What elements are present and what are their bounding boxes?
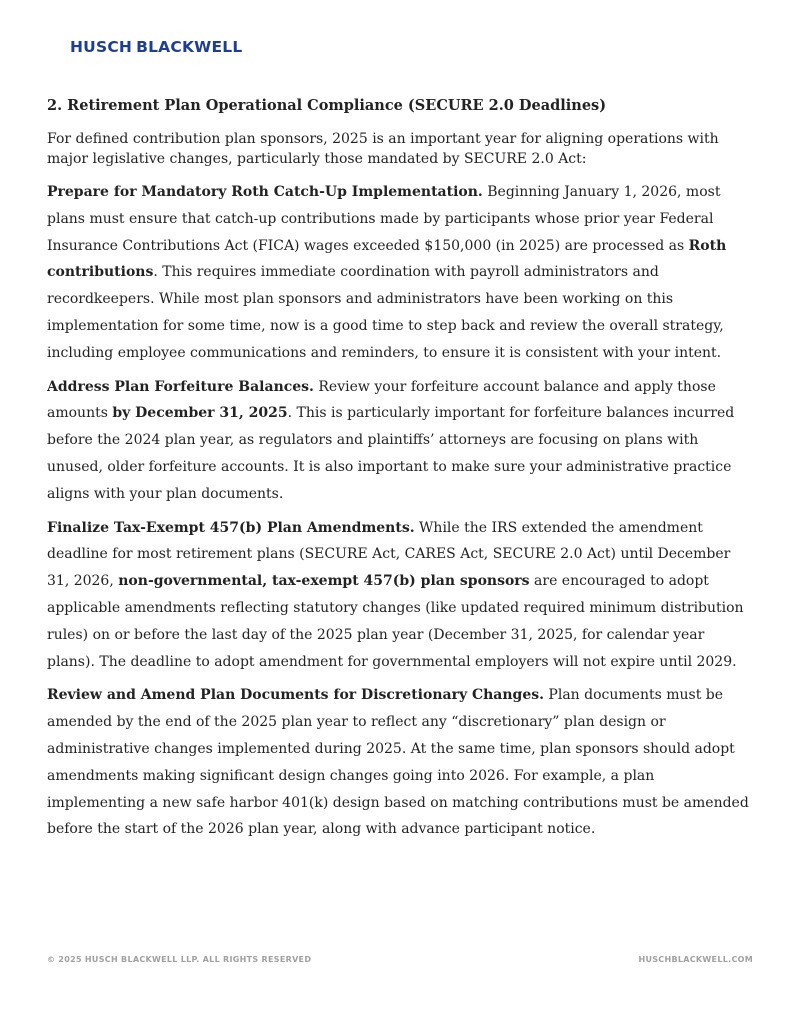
paragraph-discretionary [47, 682, 753, 843]
paragraph-lead: Review and Amend Plan Documents for Discretionary Changes. [47, 687, 544, 704]
footer-copyright: © 2025 HUSCH BLACKWELL LLP. ALL RIGHTS RESERVED [47, 955, 312, 964]
paragraph-forfeiture [47, 374, 753, 508]
paragraph-emphasis: by December 31, 2025 [112, 405, 288, 422]
paragraph-text: Beginning January 1, 2026, most plans must ensure that catch-up contributions made by participants whose prior year Federal Insurance Contributions Act (FICA) wages exceeded $150,000 (in 2025) are processed as [47, 184, 721, 254]
paragraph-text: While the IRS extended the amendment deadline for most retirement plans (SECURE Act, CARES Act, SECURE 2.0 Act) until December 31, 2026, [47, 519, 731, 590]
document-body [47, 96, 753, 850]
section-title: 2. Retirement Plan Operational Compliance (SECURE 2.0 Deadlines) [47, 97, 607, 114]
paragraph-text: Review your forfeiture account balance and apply those amounts [47, 378, 716, 422]
paragraph-text: . This requires immediate coordination with payroll administrators and recordkeepers. While most plan sponsors and administrators have been working on this implementation for some time, now is a good time to step back and review the overall strategy, including employee communications and reminders, to ensure it is consistent with your intent. [47, 264, 724, 361]
logo-word-husch: HUSCH [70, 38, 133, 56]
logo-word-blackwell: BLACKWELL [136, 38, 243, 56]
paragraph-text: . This is particularly important for forfeiture balances incurred before the 2024 plan year, as regulators and plaintiffs’ attorneys are focusing on plans with unused, older forfeiture accounts. It is also important to make sure your administrative practice aligns with your plan documents. [47, 405, 735, 502]
paragraph-lead: Address Plan Forfeiture Balances. [47, 378, 314, 395]
paragraph-lead: Prepare for Mandatory Roth Catch-Up Implementation. [47, 184, 483, 200]
paragraph-457b [47, 515, 753, 676]
paragraph-text: Plan documents must be amended by the end of the 2025 plan year to reflect any “discretionary” plan design or administrative changes implemented during 2025. At the same time, plan sponsors should adopt amendments making significant design changes going into 2026. For example, a plan implementing a new safe harbor 401(k) design based on matching contributions must be amended before the start of the 2026 plan year, along with advance participant notice. [47, 687, 749, 838]
section-intro: For defined contribution plan sponsors, 2025 is an important year for aligning operations with major legislative changes, particularly those mandated by SECURE 2.0 Act: [47, 131, 719, 167]
company-logo [70, 38, 242, 56]
paragraph-text: are encouraged to adopt applicable amendments reflecting statutory changes (like updated required minimum distribution rules) on or before the last day of the 2025 plan year (December 31, 2025, for calendar year plans). The deadline to adopt amendment for governmental employers will not expire until 2029. [47, 573, 744, 670]
paragraph-roth-catch-up [47, 179, 753, 367]
paragraph-emphasis: non-governmental, tax-exempt 457(b) plan sponsors [118, 573, 530, 590]
paragraph-emphasis: Roth contributions [47, 237, 727, 281]
paragraph-lead: Finalize Tax-Exempt 457(b) Plan Amendments. [47, 519, 415, 536]
footer-website-link[interactable]: HUSCHBLACKWELL.COM [638, 955, 753, 964]
